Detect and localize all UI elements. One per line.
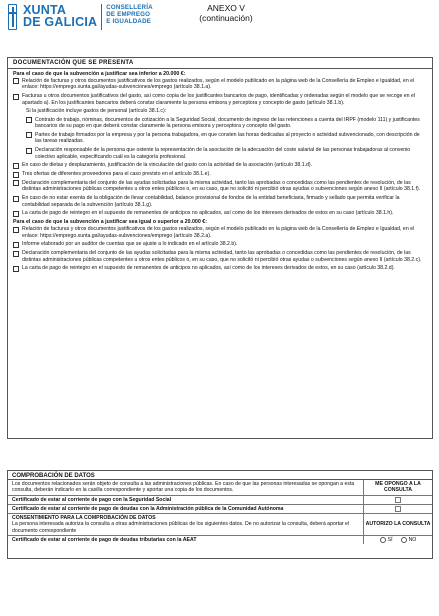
table-row xyxy=(8,514,432,536)
radio-no-circle[interactable] xyxy=(401,537,407,543)
table-row xyxy=(8,480,432,496)
xunta-logo xyxy=(6,4,153,30)
doc-item xyxy=(26,147,427,160)
doc-item xyxy=(13,241,427,247)
consel-line-2: DE EMPREGO xyxy=(106,11,151,18)
table-row xyxy=(8,496,432,505)
doc-item-text: En caso de no estar exenta de la obligación de llevar contabilidad, balance provisional de fondos de la entidad beneficiaria, firmado y sellado que permita verificar la contabilidad separada de la subvención (artículo 38.1.g). xyxy=(22,195,400,208)
doc-item-text: Relación de facturas y otros documentos justificativos de los gastos realizados, según el modelo publicado en la página web de la Consellería de Empleo e Igualdad, en el enlace: https://emprego.xunta.gal/ayudas-subvenciones/emprego (artículo 38.1.a). xyxy=(22,78,415,91)
doc-item xyxy=(13,226,427,239)
annex-subtitle: (continuación) xyxy=(199,12,253,23)
annex-heading xyxy=(196,4,256,23)
doc-checkbox[interactable] xyxy=(13,266,19,272)
doc-checkbox[interactable] xyxy=(13,211,19,217)
doc-item xyxy=(13,250,427,263)
doc-checkbox[interactable] xyxy=(26,117,32,123)
doc-item xyxy=(13,195,427,208)
section-a-heading: Para el caso de que la subvención a justificar sea inferior a 20.000 €: xyxy=(13,71,186,77)
doc-checkbox[interactable] xyxy=(26,148,32,154)
doc-item-text: Informe elaborado por un auditor de cuentas que se ajuste a lo indicado en el artículo 38.2.b). xyxy=(22,241,238,248)
doc-item-text: Tres ofertas de diferentes proveedores para el caso previsto en el artículo 38.1.e). xyxy=(22,171,211,178)
page-header xyxy=(0,0,439,40)
table-row xyxy=(8,505,432,514)
doc-item xyxy=(26,132,427,145)
data-check-section xyxy=(7,470,433,559)
doc-checkbox[interactable] xyxy=(13,78,19,84)
doc-checkbox[interactable] xyxy=(13,227,19,233)
consult-row-label: Certificado de estar al corriente de pago de deudas con la Administración pública de la Comunidad Autónoma xyxy=(8,505,364,513)
doc-checkbox[interactable] xyxy=(13,172,19,178)
doc-item-text: Contrato de trabajo, nóminas, documentos de cotización a la Seguridad Social, documento de ingreso de las retenciones a cuenta del IRPF (modelo 111) y justificantes bancarios de su pago en que deberá constar claramente la persona emisora y perceptora y concepto del gasto. xyxy=(35,116,420,130)
consent-title: CONSENTIMIENTO PARA LA COMPROBACIÓN DE DATOS xyxy=(12,515,156,522)
oppose-checkbox[interactable] xyxy=(395,506,401,512)
data-check-title: COMPROBACIÓN DE DATOS xyxy=(8,471,432,480)
consult-intro: Los documentos relacionados serán objeto de consulta a las administraciones públicas. En caso de que las personas interesadas se opongan a esta consulta, deberán indicarlo en la casilla correspondiente y aportar una copia de los documentos. xyxy=(8,480,364,495)
doc-item xyxy=(13,265,427,271)
doc-checkbox[interactable] xyxy=(26,132,32,138)
doc-item xyxy=(13,162,427,168)
logo-text-2: DE GALICIA xyxy=(23,15,98,29)
doc-checkbox[interactable] xyxy=(13,196,19,202)
consent-text: La persona interesada autoriza la consulta a otras administraciones públicas de los siguientes datos. De no autorizar la consulta, deberá aportar el documento correspondiente xyxy=(12,521,350,534)
consel-line-3: E IGUALDADE xyxy=(106,18,152,25)
radio-yes[interactable] xyxy=(380,537,393,543)
doc-item-text: La carta de pago de reintegro en el supuesto de remanentes de anticipos no aplicados, así como de los intereses derivados de estos, en su caso (artículo 38.2.d). xyxy=(22,265,395,272)
radio-no[interactable] xyxy=(401,537,417,543)
documentation-section xyxy=(7,57,433,439)
doc-item-text: Facturas u otros documentos justificativos del gasto, así como copia de los justificantes bancarios de pago, identificadas y ordenadas según el modelo que se recoge en el apartado a). En los justificantes bancarios deberá constar claramente la persona emisora y perceptora y concepto de gasto (artículo 38.1.b). xyxy=(22,93,416,106)
table-row xyxy=(8,536,432,544)
consult-row-label: Certificado de estar al corriente de pago con la Seguridad Social xyxy=(8,496,364,504)
doc-item-text: Declaración responsable de la persona que ostente la representación de la asociación de la adecuación del coste salarial de las personas trabajadoras al convenio colectivo aplicable, especificando cuál es la categoría profesional. xyxy=(35,147,411,160)
aeat-row-label: Certificado de estar al corriente de pago de deudas tributarias con la AEAT xyxy=(8,536,364,544)
doc-item xyxy=(13,210,427,216)
doc-item xyxy=(13,78,427,91)
doc-checkbox[interactable] xyxy=(13,180,19,186)
radio-no-label: NO xyxy=(408,537,417,544)
doc-checkbox[interactable] xyxy=(13,163,19,169)
galicia-cross-icon xyxy=(6,4,20,30)
authorize-header: AUTORIZO LA CONSULTA xyxy=(365,521,431,528)
doc-item-text: En caso de dietas y desplazamiento, justificación de la vinculación del gasto con la actividad de la asociación (artículo 38.1.d). xyxy=(22,162,313,169)
doc-item-text: Partes de trabajo firmados por la empresa y por la persona trabajadora, en que consten las horas dedicadas al proyecto o actividad subvencionado, con descripción de las tareas realizadas. xyxy=(35,132,420,145)
doc-item xyxy=(13,180,427,193)
section-b-heading: Para el caso de que la subvención a justificar sea igual o superior a 20.000 €: xyxy=(13,219,208,226)
doc-item xyxy=(13,171,427,177)
doc-item-text: La carta de pago de reintegro en el supuesto de remanentes de anticipos no aplicados, así como de los intereses derivados de estos en su caso (artículo 38.1.h). xyxy=(22,210,394,217)
oppose-header: ME OPONGO A LA CONSULTA xyxy=(375,481,421,494)
doc-item-text: Relación de facturas y otros documentos justificativos de los gastos realizados, según el modelo publicado en la página web de la Consellería de Empleo e Igualdad, en el enlace: https://emprego.xunta.gal/ayudas-subvenciones/emprego (artículo 38.2.a). xyxy=(22,226,415,239)
doc-item-text: Declaración complementaria del conjunto de las ayudas solicitadas para la misma actividad, tanto las aprobadas o concedidas como las pendientes de resolución, de las distintas administraciones públicas competentes u otros entes públicos o, en su caso, que no solicitó ni percibió otras ayudas o subvenciones según anexo II (artículo 38.1.f). xyxy=(22,180,421,193)
documentation-title: DOCUMENTACIÓN QUE SE PRESENTA xyxy=(8,58,432,69)
doc-item xyxy=(13,93,427,106)
annex-title: ANEXO V xyxy=(207,3,245,13)
logo-text-1: XUNTA xyxy=(23,3,67,17)
doc-checkbox[interactable] xyxy=(13,251,19,257)
doc-item xyxy=(26,117,427,130)
doc-checkbox[interactable] xyxy=(13,94,19,100)
oppose-checkbox[interactable] xyxy=(395,497,401,503)
logo-divider xyxy=(101,4,102,30)
radio-yes-circle[interactable] xyxy=(380,537,386,543)
doc-item-text: Declaración complementaria del conjunto de las ayudas solicitadas para la misma actividad, tanto las aprobadas o concedidas como las pendientes de resolución, de las distintas administraciones públicas competentes u otros entes públicos o, en su caso, que no solicitó ni percibió otras ayudas o subvenciones según anexo II (artículo 38.2.c). xyxy=(22,250,422,263)
doc-checkbox[interactable] xyxy=(13,242,19,248)
radio-yes-label: SÍ xyxy=(387,537,393,544)
personnel-note: Si la justificación incluye gastos de personal (artículo 38.1.c): xyxy=(26,108,167,115)
consel-line-1: CONSELLERÍA xyxy=(106,4,153,11)
